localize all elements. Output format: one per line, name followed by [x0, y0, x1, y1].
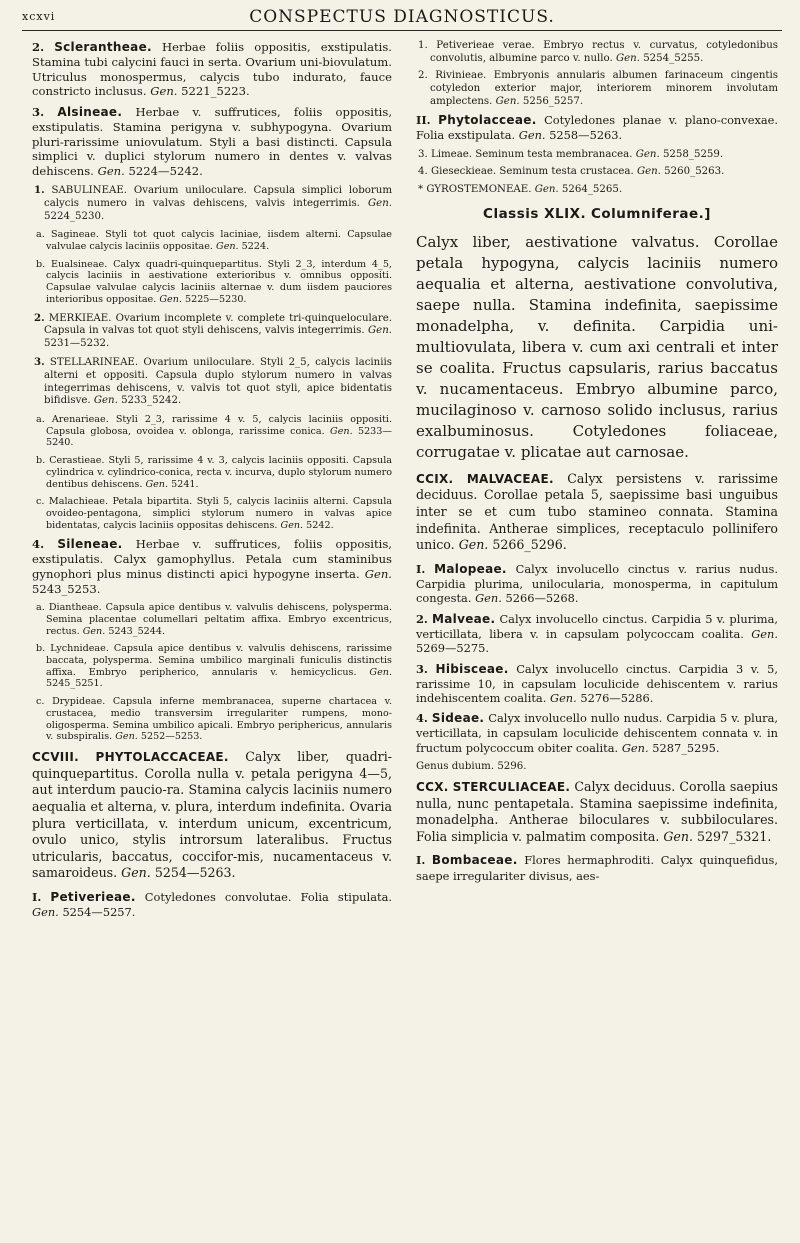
- subtribe-malachieae: c. Malachieae. Petala bipartita. Styli 5, calycis laciniis alterni. Capsula ovoideo-pentagona, simplici stylorum numero in valvas apice bidentatas, calycis laciniis oppositas dehiscens. Gen. 5242.: [36, 496, 392, 531]
- family-bombaceae: I. Bombaceae. Flores hermaphroditi. Calyx quinquefidus, saepe irregulariter divisus, aes-: [416, 853, 778, 883]
- subtribe-lychnideae: b. Lychnideae. Capsula apice dentibus v. valvulis dehiscens, rarissime baccata, polysperma. Semina umbilico marginali funiculis distinctis affixa. Embryo peripherico, annularis v. hemicyclicus. Gen. 5245_5251.: [36, 643, 392, 690]
- tribe-gyrostemoneae: * GYROSTEMONEAE. Gen. 5264_5265.: [418, 183, 623, 195]
- tribe-merkieae: 2. MERKIEAE. Ovarium incomplete v. complete tri-quinqueloculare. Capsula in valvas tot quot styli dehiscens, valvis integerrimis. Gen. 5231—5232.: [34, 311, 392, 349]
- subtribe-sagineae: a. Sagineae. Styli tot quot calycis laciniae, iisdem alterni. Capsulae valvulae calycis laciniis oppositae. Gen. 5224.: [36, 229, 392, 252]
- right-column: [416, 40, 778, 1235]
- order-phytolaccaceae: CCVIII. PHYTOLACCACEAE. Calyx liber, quadri-quinquepartitus. Corolla nulla v. petala perigyna 4—5, aut interdum paucio-ra. Stamina calycis laciniis numero aequalia et alterna, v. plura, interdum indefinita. Ovaria plura verticillata, v. interdum unicum, excentricum, ovulo unico, stylis introrsum lateralibus. Fructus utricularis, baccatus, coccifor-mis, nucamentaceus v. samaroideus. Gen. 5254—5263.: [32, 748, 392, 881]
- tribe-sabulineae: 1. SABULINEAE. Ovarium uniloculare. Capsula simplici loborum calycis numero in valvas dehiscens, valvis integerrimis. Gen. 5224_5230.: [34, 184, 392, 222]
- tribe-rivinieae: 2. Rivinieae. Embryonis annularis albumen farinaceum cingentis cotyledon exterior major, interiorem minorem involutam amplectens. Gen. 5256_5257.: [418, 70, 778, 107]
- family-petiverieae: I. Petiverieae. Cotyledones convolutae. Folia stipulata. Gen. 5254—5257.: [32, 890, 392, 920]
- tribe-limeae: 3. Limeae. Seminum testa membranacea. Gen. 5258_5259.: [418, 148, 724, 160]
- page: [22, 0, 782, 1243]
- family-alsineae: 3. Alsineae. Herbae v. suffrutices, foliis oppositis, exstipulatis. Stamina perigyna v. subhypogyna. Ovarium pluri-rarissime uniovulatum. Styli a basi distincti. Capsula simplici v. duplici stylorum numero in dentes v. valvas dehiscens. Gen. 5224—5242.: [32, 104, 392, 178]
- subtribe-cerastieae: b. Cerastieae. Styli 5, rarissime 4 v. 3, calycis laciniis oppositi. Capsula cylindrica v. cylindrico-conica, recta v. incurva, duplo stylorum numero dentibus dehiscens. Gen. 5241.: [36, 455, 392, 490]
- tribe-gieseckieae: 4. Gieseckieae. Seminum testa crustacea. Gen. 5260_5263.: [418, 166, 725, 178]
- family-malopeae: I. Malopeae. Calyx involucello cinctus v. rarius nudus. Carpidia plurima, unilocularia, monosperma, in capitulum congesta. Gen. 5266—5268.: [416, 561, 778, 606]
- page-header: [22, 4, 782, 31]
- family-malveae: 2. Malveae. Calyx involucello cinctus. Carpidia 5 v. plurima, verticillata, libera v. in capsulam polycoccam coalita. Gen. 5269—5275.: [416, 611, 778, 656]
- subtribe-eualsineae: b. Eualsineae. Calyx quadri-quinquepartitus. Styli 2_3, interdum 4_5, calycis laciniis in aestivatione exterioribus v. omnibus oppositi. Capsulae valvulae calycis laciniis alternae v. dum iisdem pauciores interioribus oppositae. Gen. 5225—5230.: [36, 258, 392, 305]
- classis-description: Calyx liber, aestivatione valvatus. Corollae petala hypogyna, calycis laciniis numero aequalia et alterna, aestivatione convolutiva, saepe nulla. Stamina indefinita, saepissime monadelpha, v. definita. Carpidia uni-multiovulata, libera v. cum axi centrali et inter se coalita. Fructus capsularis, rarius baccatus v. nucamentaceus. Embryo albumine parco, mucilaginoso v. carnoso solido inclusus, rarius exalbuminosus. Cotyledones foliaceae, corrugatae v. plicatae aut carnosae.: [416, 232, 778, 461]
- classis-heading: Classis XLIX. Columniferae.]: [483, 205, 711, 222]
- family-phytolacceae: II. Phytolacceae. Cotyledones planae v. plano-convexae. Folia exstipulata. Gen. 5258—5263.: [416, 113, 778, 143]
- order-malvaceae: CCIX. MALVACEAE. Calyx persistens v. rarissime deciduus. Corollae petala 5, saepissime basi unguibus inter se et cum tubo stamineo connata. Stamina indefinita. Antherae simplices, receptaculo pollinifero unico. Gen. 5266_5296.: [416, 470, 778, 553]
- page-number: xcxvi: [22, 10, 56, 23]
- subtribe-arenarieae: a. Arenarieae. Styli 2_3, rarissime 4 v. 5, calycis laciniis oppositi. Capsula globosa, ovoidea v. oblonga, rarissime conica. Gen. 5233—5240.: [36, 414, 392, 449]
- subtribe-drypideae: c. Drypideae. Capsula inferne membranacea, superne chartacea v. crustacea, medio transversim irregulariter rumpens, mono-oligosperma. Semina umbilico apicali. Embryo periphericus, annularis v. subspiralis. Gen. 5252—5253.: [36, 696, 392, 743]
- tribe-petiverieae-verae: 1. Petiverieae verae. Embryo rectus v. curvatus, cotyledonibus convolutis, albumine parco v. nullo. Gen. 5254_5255.: [418, 40, 778, 64]
- family-sideae: 4. Sideae. Calyx involucello nullo nudus. Carpidia 5 v. plura, verticillata, in capsulam loculicide dehiscentem connata v. in fructum polycoccum obiter coalita. Gen. 5287_5295.: [416, 711, 778, 755]
- tribe-stellarineae: 3. STELLARINEAE. Ovarium uniloculare. Styli 2_5, calycis laciniis alterni et oppositi. Capsula duplo stylorum numero in valvas integerrimas dehiscens, v. valvis tot quot styli, apice bidentatis bifidisve. Gen. 5233_5242.: [34, 356, 392, 407]
- page-title: CONSPECTUS DIAGNOSTICUS.: [249, 7, 555, 27]
- family-sclerantheae: 2. Scleranthеae. Herbae foliis oppositis, exstipulatis. Stamina tubi calycini fauci in serta. Ovarium uni-biovulatum. Utriculus monospermus, calycis tubo indurato, fauce constricto inclusus. Gen. 5221_5223.: [32, 40, 392, 99]
- order-sterculiaceae: CCX. STERCULIACEAE. Calyx deciduus. Corolla saepius nulla, nunc pentapetala. Stamina saepissime indefinita, monadelpha. Antherae biloculares v. subbiloculares. Folia simplicia v. palmatim composita. Gen. 5297_5321.: [416, 778, 778, 844]
- family-hibisceae: 3. Hibisceae. Calyx involucello cinctus. Carpidia 3 v. 5, rarissime 10, in capsulam loculicide dehiscentem v. rarius indehiscentem coalita. Gen. 5276—5286.: [416, 661, 778, 705]
- family-sileneae: 4. Sileneae. Herbae v. suffrutices, foliis oppositis, exstipulatis. Calyx gamophyllus. Petala cum staminibus gynophori plus minus distincti apici hypogyne inserta. Gen. 5243_5253.: [32, 537, 392, 596]
- left-column: [32, 40, 392, 1235]
- genus-dubium: Genus dubium. 5296.: [416, 761, 527, 773]
- subtribe-diantheae: a. Diantheae. Capsula apice dentibus v. valvulis dehiscens, polysperma. Semina placentae columellari peltatim affixa. Embryo excentricus, rectus. Gen. 5243_5244.: [36, 602, 392, 637]
